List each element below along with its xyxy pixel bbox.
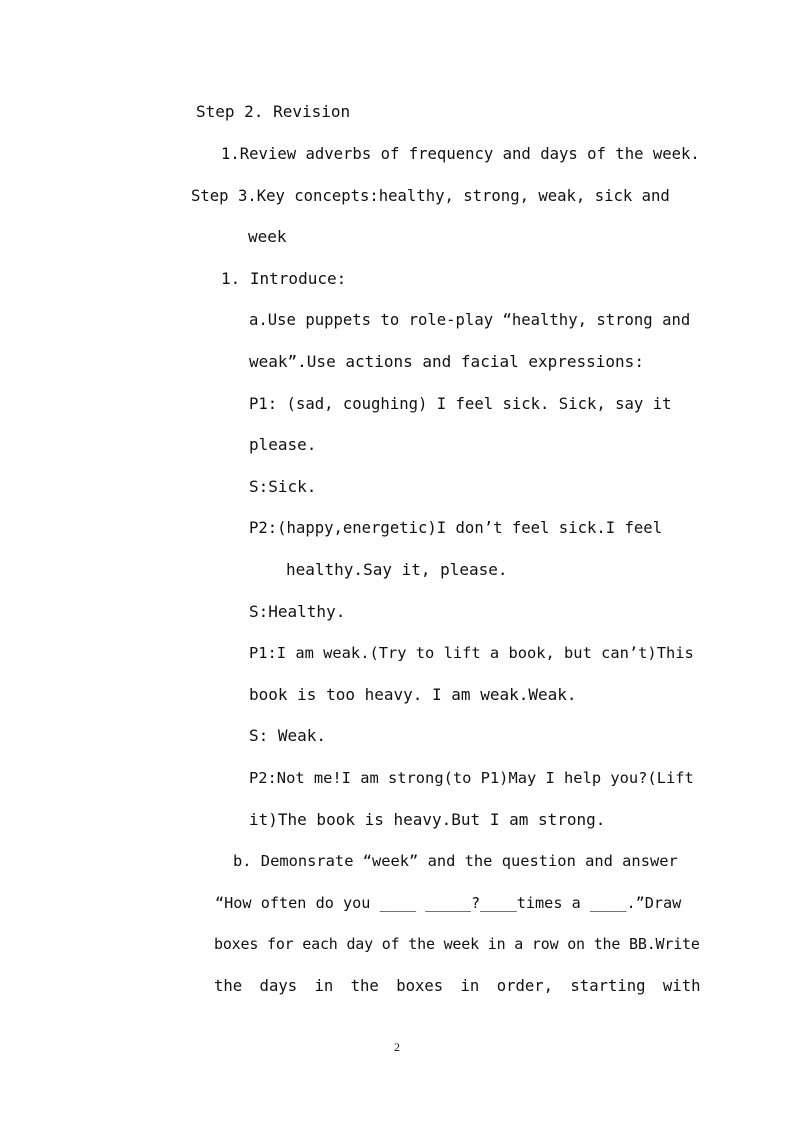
item-a-text-cont: weak”.Use actions and facial expressions:: [249, 352, 644, 371]
dialogue-s-healthy: S:Healthy.: [249, 602, 346, 621]
dialogue-p1-weak-cont: book is too heavy. I am weak.Weak.: [249, 685, 577, 704]
item-b-boxes: boxes for each day of the week in a row on the BB.Write: [214, 935, 700, 953]
dialogue-p2-healthy-cont: healthy.Say it, please.: [286, 560, 508, 579]
dialogue-p1-weak: P1:I am weak.(Try to lift a book, but can’t)This: [249, 644, 694, 662]
dialogue-p1-sick: P1: (sad, coughing) I feel sick. Sick, say it: [249, 395, 672, 413]
page-number: 2: [394, 1040, 400, 1054]
dialogue-p2-strong-cont: it)The book is heavy.But I am strong.: [249, 810, 606, 829]
dialogue-s-sick: S:Sick.: [249, 477, 317, 496]
step-3-heading: Step 3.Key concepts:healthy, strong, weak, sick and: [191, 187, 670, 205]
dialogue-p1-sick-cont: please.: [249, 435, 317, 454]
step-3-heading-cont: week: [248, 227, 287, 246]
introduce-heading: 1. Introduce:: [221, 269, 347, 288]
dialogue-p2-healthy: P2:(happy,energetic)I don’t feel sick.I feel: [249, 519, 663, 537]
item-b-text: b. Demonsrate “week” and the question and answer: [233, 852, 678, 870]
revision-item-1: 1.Review adverbs of frequency and days of the week.: [221, 145, 700, 163]
item-a-text: a.Use puppets to role-play “healthy, strong and: [249, 311, 691, 329]
dialogue-p2-strong: P2:Not me!I am strong(to P1)May I help you?(Lift: [249, 769, 694, 787]
item-b-days: the days in the boxes in order, starting with: [214, 977, 701, 995]
item-b-question: “How often do you ____ _____?____times a ____.”Draw: [215, 894, 682, 912]
step-2-heading: Step 2. Revision: [196, 102, 351, 121]
dialogue-s-weak: S: Weak.: [249, 726, 327, 745]
